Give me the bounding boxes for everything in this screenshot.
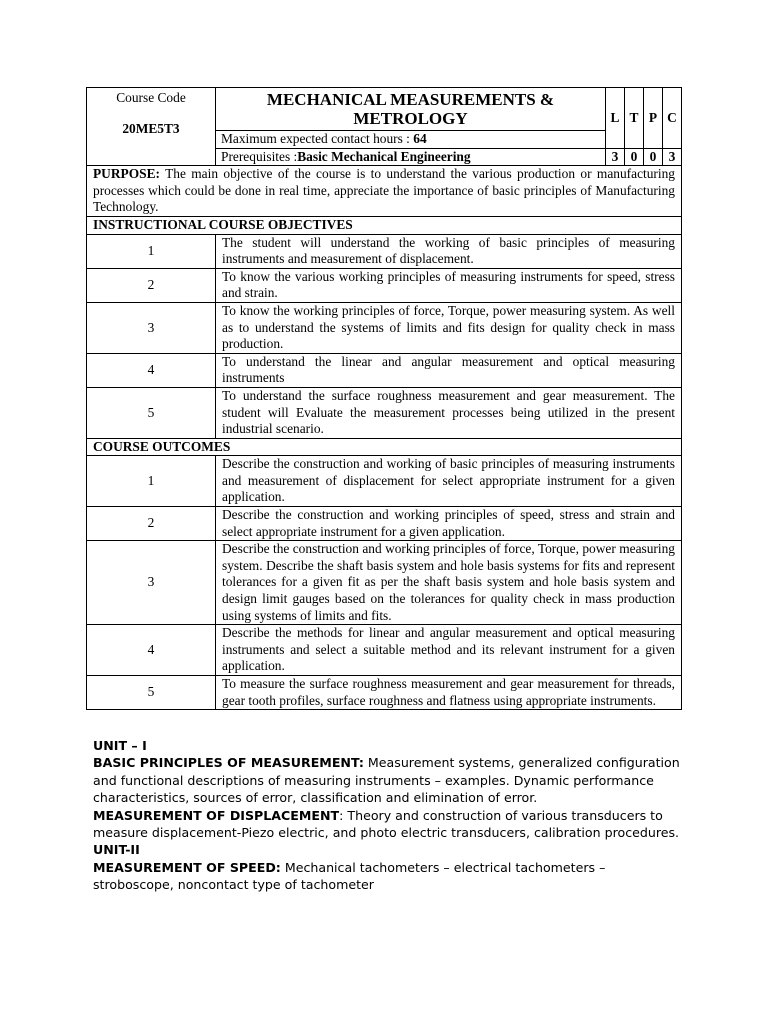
outcome-number: 3 bbox=[87, 541, 216, 625]
outcome-text: To measure the surface roughness measurement and gear measurement for threads, gear tooth profiles, surface roughness and flatness using appropriate instruments. bbox=[216, 676, 682, 710]
outcome-number: 5 bbox=[87, 676, 216, 710]
objective-text: To know the various working principles of measuring instruments for speed, stress and strain. bbox=[216, 268, 682, 302]
unit-2-title: UNIT-II bbox=[93, 842, 140, 858]
prerequisites-value: Basic Mechanical Engineering bbox=[297, 148, 471, 164]
objectives-heading: INSTRUCTIONAL COURSE OBJECTIVES bbox=[87, 216, 682, 234]
course-code-cell bbox=[87, 88, 216, 166]
syllabus-table bbox=[86, 87, 682, 710]
purpose-text: The main objective of the course is to understand the various production or manufacturing processes which could be done in real time, appreciate the importance of basic principles of Manufacturing Technology. bbox=[93, 166, 675, 215]
ltpc-value-p: 0 bbox=[644, 148, 663, 166]
outcome-number: 4 bbox=[87, 625, 216, 676]
contact-hours-value: 64 bbox=[413, 131, 427, 146]
outcome-text: Describe the construction and working principles of speed, stress and strain and select appropriate instrument for a given application. bbox=[216, 507, 682, 541]
outcome-text: Describe the construction and working principles of force, Torque, power measuring system. Describe the shaft basis system and hole basis systems for fits and represent tolerances for a given fit as per the shaft basis system and hole basis system and design limit gauges based on the tolerances for quality check in mass production using systems of limits and fits. bbox=[216, 541, 682, 625]
unit-1-topic-2-text: : Theory and construction of various transducers to measure displacement-Piezo electric, and photo electric transducers, calibration procedures. bbox=[93, 807, 680, 841]
ltpc-header-c: C bbox=[663, 88, 682, 149]
prerequisites-label: Prerequisites : bbox=[221, 148, 298, 164]
contact-hours-cell bbox=[216, 131, 606, 149]
objective-text: To understand the surface roughness measurement and gear measurement. The student will Evaluate the measurement processes being utilized in the present industrial scenario. bbox=[216, 387, 682, 438]
objective-number: 2 bbox=[87, 268, 216, 302]
ltpc-header-p: P bbox=[644, 88, 663, 149]
unit-1-topic-1-heading: BASIC PRINCIPLES OF MEASUREMENT: bbox=[93, 755, 364, 771]
units-section bbox=[93, 737, 683, 894]
ltpc-header-l: L bbox=[606, 88, 625, 149]
unit-2-topic-1-text: Mechanical tachometers – electrical tachometers – stroboscope, noncontact type of tachometer bbox=[93, 859, 606, 893]
objective-number: 1 bbox=[87, 234, 216, 268]
ltpc-value-l: 3 bbox=[606, 148, 625, 166]
objective-number: 3 bbox=[87, 302, 216, 353]
outcome-text: Describe the methods for linear and angular measurement and optical measuring instruments and select a suitable method and its relevant instrument for a given application. bbox=[216, 625, 682, 676]
unit-2-topic-1-heading: MEASUREMENT OF SPEED: bbox=[93, 859, 281, 875]
objective-number: 5 bbox=[87, 387, 216, 438]
outcomes-heading: COURSE OUTCOMES bbox=[87, 438, 682, 456]
unit-1-topic-1-text: Measurement systems, generalized configuration and functional descriptions of measuring instruments – examples. Dynamic performance characteristics, sources of error, classification and elimination of error. bbox=[93, 755, 680, 806]
objective-text: The student will understand the working of basic principles of measuring instruments and measurement of displacement. bbox=[216, 234, 682, 268]
prerequisites-cell bbox=[216, 148, 606, 166]
outcome-text: Describe the construction and working of basic principles of measuring instruments and measurement of displacement for select appropriate instrument for a given application. bbox=[216, 456, 682, 507]
objective-number: 4 bbox=[87, 353, 216, 387]
objective-text: To understand the linear and angular measurement and optical measuring instruments bbox=[216, 353, 682, 387]
contact-hours-label: Maximum expected contact hours : bbox=[221, 131, 414, 146]
course-title: MECHANICAL MEASUREMENTS & METROLOGY bbox=[216, 88, 606, 131]
unit-1-topic-2-heading: MEASUREMENT OF DISPLACEMENT bbox=[93, 807, 340, 823]
course-code: 20ME5T3 bbox=[122, 120, 180, 136]
purpose-label: PURPOSE: bbox=[93, 166, 160, 182]
course-code-label: Course Code bbox=[116, 90, 186, 105]
outcome-number: 2 bbox=[87, 507, 216, 541]
objective-text: To know the working principles of force, Torque, power measuring system. As well as to understand the systems of limits and fits design for quality check in mass production. bbox=[216, 302, 682, 353]
ltpc-value-t: 0 bbox=[625, 148, 644, 166]
ltpc-header-t: T bbox=[625, 88, 644, 149]
outcome-number: 1 bbox=[87, 456, 216, 507]
purpose-cell bbox=[87, 166, 682, 217]
ltpc-value-c: 3 bbox=[663, 148, 682, 166]
unit-1-title: UNIT – I bbox=[93, 738, 147, 753]
